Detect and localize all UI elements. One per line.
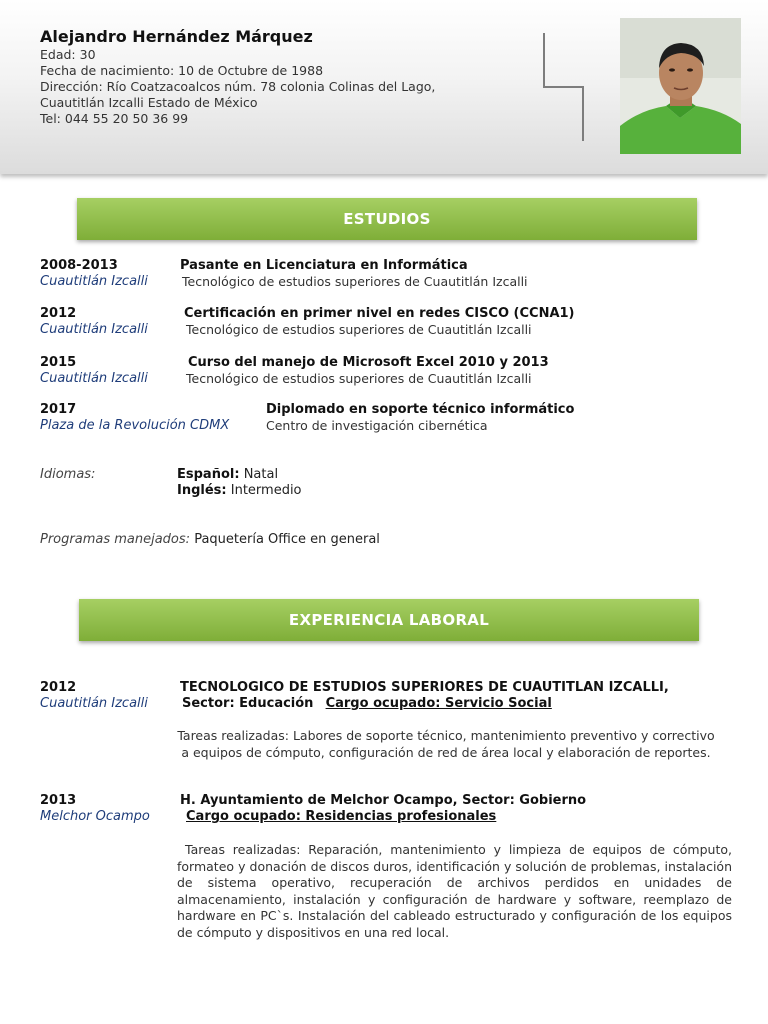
study-place: Cuautitlán Izcalli (40, 322, 148, 337)
phone: Tel: 044 55 20 50 36 99 (40, 111, 189, 126)
study-place: Cuautitlán Izcalli (40, 274, 148, 289)
programs-label: Programas manejados: (40, 532, 191, 547)
job-sector-position (182, 696, 552, 711)
languages-label: Idiomas: (40, 467, 96, 482)
job-tasks: Tareas realizadas: Reparación, mantenimiento y limpieza de equipos de cómputo, formateo y donación de discos duros, identificación y solución de problemas, instalación de sistema operativo, recuperación de archivos perdidos en unidades de almacenamiento, instalación y configuración de hardware y software, reemplazo de hardware en PC`s. Instalación del cableado estructurado y configuración de los equipos de cómputo y dispositivos en una red local. (177, 842, 732, 940)
study-place: Plaza de la Revolución CDMX (40, 418, 230, 433)
age: Edad: 30 (40, 47, 96, 62)
language-level: Natal (243, 467, 279, 482)
job-position: Cargo ocupado: Servicio Social (325, 696, 552, 711)
address-line-1: Dirección: Río Coatzacoalcos núm. 78 colonia Colinas del Lago, (40, 79, 436, 94)
decorative-line (543, 86, 584, 88)
job-sector: Sector: Educación (182, 696, 314, 711)
study-title: Certificación en primer nivel en redes CISCO (CCNA1) (184, 306, 575, 321)
study-institution: Tecnológico de estudios superiores de Cuautitlán Izcalli (186, 371, 532, 386)
decorative-line (582, 86, 584, 141)
study-institution: Tecnológico de estudios superiores de Cuautitlán Izcalli (186, 322, 532, 337)
language-level: Intermedio (230, 483, 302, 498)
job-place: Cuautitlán Izcalli (40, 696, 148, 711)
address-line-2: Cuautitlán Izcalli Estado de México (40, 95, 258, 110)
study-title: Curso del manejo de Microsoft Excel 2010 y 2013 (188, 355, 549, 370)
study-institution: Tecnológico de estudios superiores de Cuautitlán Izcalli (182, 274, 528, 289)
decorative-line (543, 33, 545, 87)
study-title: Diplomado en soporte técnico informático (266, 402, 575, 417)
job-tasks-line: Tareas realizadas: Labores de soporte técnico, mantenimiento preventivo y correctivo (177, 728, 715, 743)
applicant-name: Alejandro Hernández Márquez (40, 27, 313, 46)
study-year: 2008-2013 (40, 258, 118, 273)
language-name: Inglés: (177, 483, 227, 498)
study-institution: Centro de investigación cibernética (266, 418, 488, 433)
birth-date: Fecha de nacimiento: 10 de Octubre de 1988 (40, 63, 324, 78)
job-place: Melchor Ocampo (40, 809, 150, 824)
profile-photo (620, 18, 741, 154)
study-title: Pasante en Licenciatura en Informática (180, 258, 468, 273)
job-year: 2013 (40, 793, 77, 808)
language-spanish (177, 467, 278, 482)
programs-value: Paquetería Office en general (194, 532, 380, 547)
language-name: Español: (177, 467, 240, 482)
programs-line (40, 532, 380, 547)
study-place: Cuautitlán Izcalli (40, 371, 148, 386)
job-company: H. Ayuntamiento de Melchor Ocampo, Sector: Gobierno (180, 793, 587, 808)
job-tasks (160, 728, 732, 761)
study-year: 2012 (40, 306, 77, 321)
experience-banner: EXPERIENCIA LABORAL (79, 599, 699, 641)
job-position: Cargo ocupado: Residencias profesionales (186, 809, 497, 824)
study-year: 2017 (40, 402, 77, 417)
header-band (0, 0, 768, 174)
study-year: 2015 (40, 355, 77, 370)
job-company: TECNOLOGICO DE ESTUDIOS SUPERIORES DE CUAUTITLAN IZCALLI, (180, 680, 669, 695)
job-year: 2012 (40, 680, 77, 695)
job-tasks-line: a equipos de cómputo, configuración de red de área local y elaboración de reportes. (181, 744, 711, 760)
studies-banner: ESTUDIOS (77, 198, 697, 240)
language-english (177, 483, 302, 498)
